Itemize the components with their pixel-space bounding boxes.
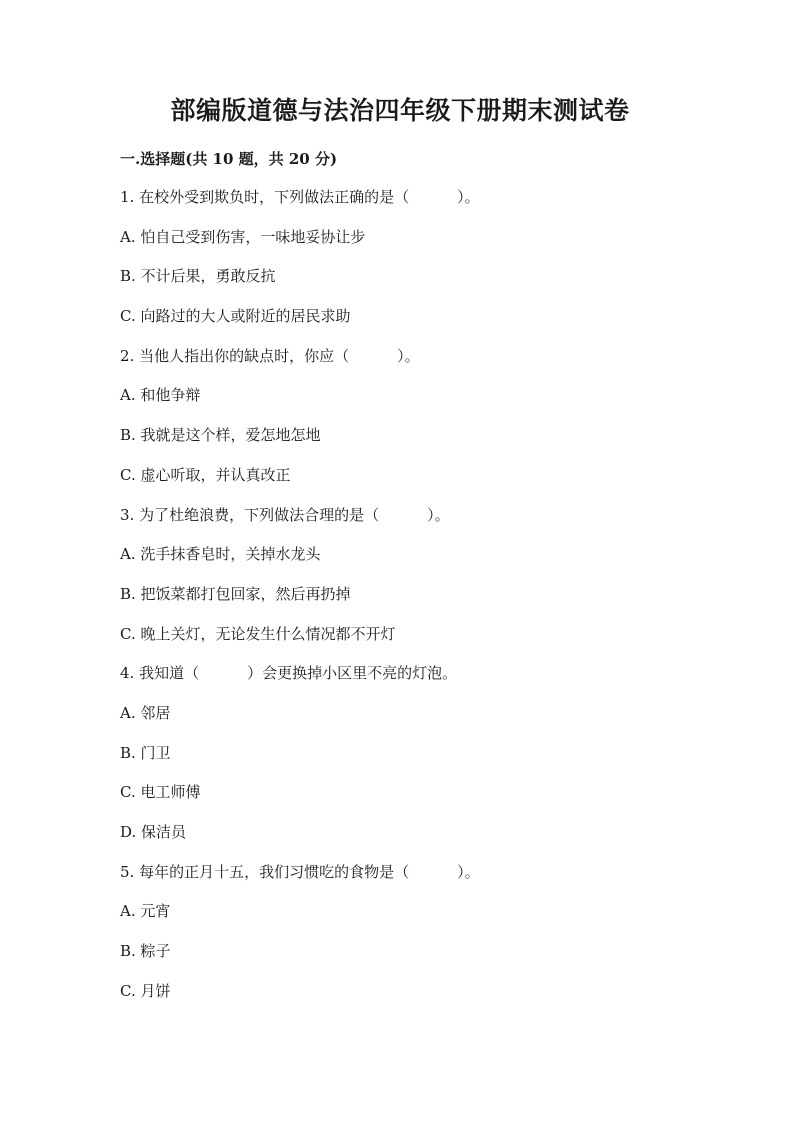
question-5-option-a: A. 元宵 [120,902,171,921]
question-1-option-b: B. 不计后果，勇敢反抗 [120,267,276,286]
page-title: 部编版道德与法治四年级下册期末测试卷 [170,96,630,125]
section-heading: 一.选择题(共 10 题，共 20 分) [120,150,338,168]
question-3-option-b: B. 把饭菜都打包回家，然后再扔掉 [120,584,351,603]
question-3-option-c: C. 晚上关灯，无论发生什么情况都不开灯 [120,624,396,643]
question-5-option-c: C. 月饼 [120,981,171,1000]
question-list [120,182,720,1015]
question-stem-2: 2. 当他人指出你的缺点时，你应（ ）。 [120,346,420,365]
question-stem-4: 4. 我知道（ ）会更换掉小区里不亮的灯泡。 [120,664,458,683]
question-4-option-a: A. 邻居 [120,703,171,722]
question-1-option-a: A. 怕自己受到伤害，一味地妥协让步 [120,227,366,246]
question-2-option-a: A. 和他争辩 [120,386,201,405]
question-3-option-a: A. 洗手抹香皂时，关掉水龙头 [120,545,321,564]
question-4-option-c: C. 电工师傅 [120,783,201,802]
question-stem-1: 1. 在校外受到欺负时，下列做法正确的是（ ）。 [120,188,480,206]
question-5-option-b: B. 粽子 [120,942,171,961]
question-stem-5: 5. 每年的正月十五，我们习惯吃的食物是（ ）。 [120,862,480,881]
question-2-option-c: C. 虚心听取，并认真改正 [120,465,291,484]
question-2-option-b: B. 我就是这个样，爱怎地怎地 [120,426,321,445]
question-4-option-b: B. 门卫 [120,743,171,762]
question-stem-3: 3. 为了杜绝浪费，下列做法合理的是（ ）。 [120,505,450,524]
question-1-option-c: C. 向路过的大人或附近的居民求助 [120,307,351,326]
question-4-option-d: D. 保洁员 [120,823,187,841]
